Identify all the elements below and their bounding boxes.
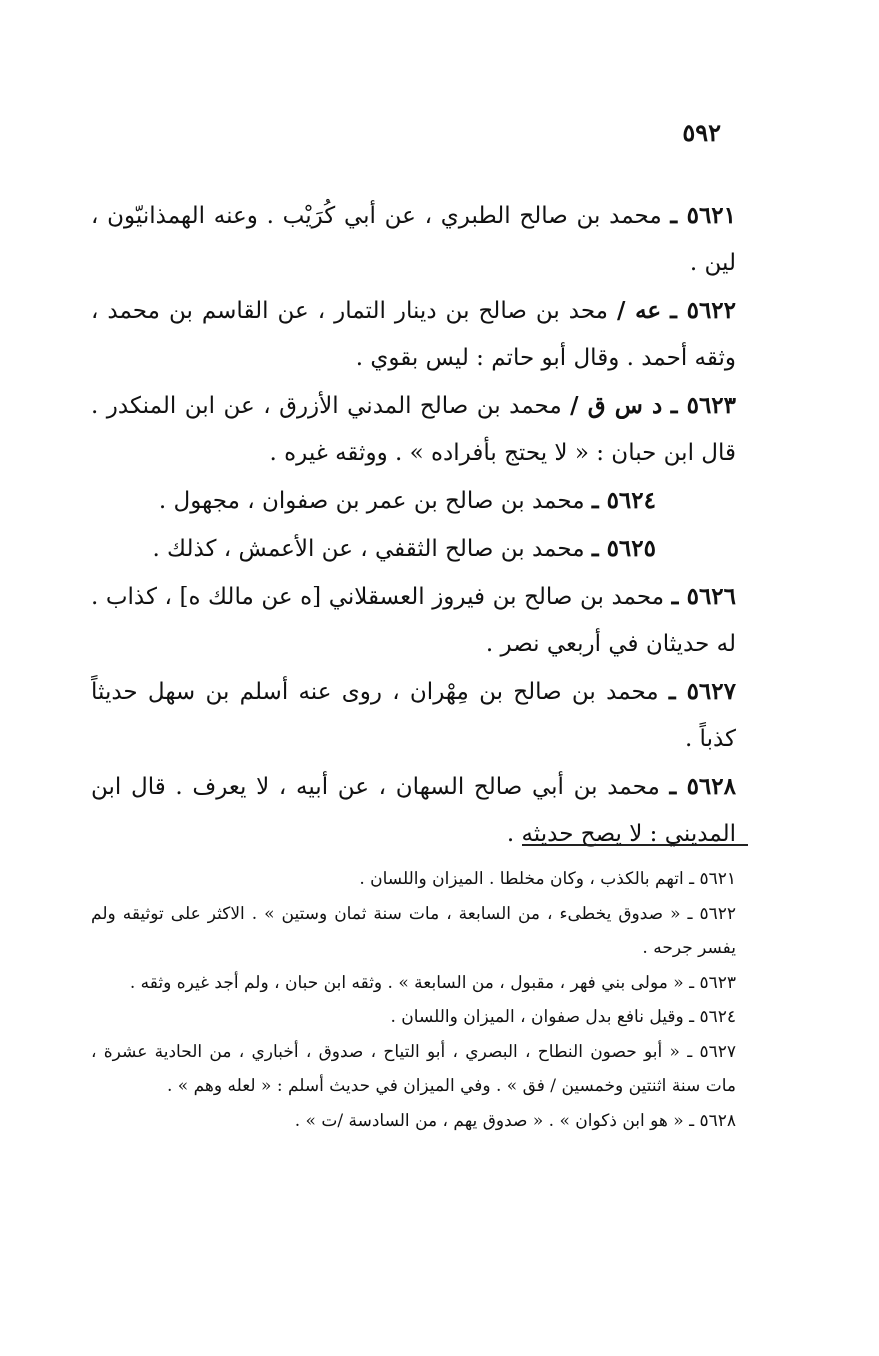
footnote: ٥٦٢٧ ـ « أبو حصون النطاح ، البصري ، أبو التياح ، صدوق ، أخباري ، من الحادية عشرة ، مات سنة اثنتين وخمسين / فق » . وفي الميزان في حديث أسلم : « لعله وهم » . bbox=[91, 1041, 736, 1096]
entry-5624 bbox=[91, 477, 736, 525]
entry-text: محمد بن صالح بن فيروز العسقلاني [ه عن مالك ه] ، كذاب . له حديثان في أربعي نصر . bbox=[91, 584, 736, 657]
page-number: ٥٩٢ bbox=[682, 118, 721, 147]
footnote: ٥٦٢٨ ـ « هو ابن ذكوان » . « صدوق يهم ، من السادسة /ت » . bbox=[294, 1110, 736, 1131]
entry-5625 bbox=[91, 525, 736, 573]
entries-list bbox=[91, 192, 736, 858]
entry-5621 bbox=[91, 192, 736, 287]
footnote-divider bbox=[522, 844, 748, 846]
entry-text: محد بن صالح بن دينار التمار ، عن القاسم بن محمد ، وثقه أحمد . وقال أبو حاتم : ليس بقوي . bbox=[91, 298, 736, 371]
entry-5623 bbox=[91, 382, 736, 477]
footnotes bbox=[91, 862, 736, 1138]
entry-5627 bbox=[91, 668, 736, 763]
entry-text: محمد بن صالح الثقفي ، عن الأعمش ، كذلك . bbox=[152, 536, 585, 562]
entry-number: ٥٦٢٢ ـ bbox=[670, 297, 737, 324]
entry-5626 bbox=[91, 573, 736, 668]
entry-number: ٥٦٢١ ـ bbox=[670, 202, 737, 229]
entry-number: ٥٦٢٧ ـ bbox=[668, 678, 736, 705]
footnote: ٥٦٢٤ ـ وقيل نافع بدل صفوان ، الميزان واللسان . bbox=[390, 1007, 736, 1027]
entry-5622 bbox=[91, 287, 736, 382]
entry-text: محمد بن أبي صالح السهان ، عن أبيه ، لا يعرف . قال ابن المديني : لا يصح حديثه . bbox=[91, 774, 736, 847]
footnote: ٥٦٢١ ـ اتهم بالكذب ، وكان مخلطا . الميزان واللسان . bbox=[359, 869, 736, 889]
entry-number: ٥٦٢٣ ـ bbox=[670, 392, 737, 419]
entry-number: ٥٦٢٦ ـ bbox=[671, 583, 737, 610]
entry-text: محمد بن صالح الطبري ، عن أبي كُرَيْب . وعنه الهمذانيّون ، لين . bbox=[91, 203, 736, 276]
entry-sigla: عه / bbox=[617, 297, 662, 324]
entry-number: ٥٦٢٥ ـ bbox=[591, 535, 656, 562]
entry-sigla: د س ق / bbox=[570, 392, 663, 419]
footnote: ٥٦٢٢ ـ « صدوق يخطىء ، من السابعة ، مات سنة ثمان وستين » . الاكثر على توثيقه ولم يفسر جرحه . bbox=[91, 903, 736, 958]
entry-number: ٥٦٢٤ ـ bbox=[591, 487, 656, 514]
entry-number: ٥٦٢٨ ـ bbox=[669, 773, 736, 800]
entry-text: محمد بن صالح المدني الأزرق ، عن ابن المنكدر . قال ابن حبان : « لا يحتج بأفراده » . ووثقه غيره . bbox=[91, 393, 736, 466]
entry-text: محمد بن صالح بن عمر بن صفوان ، مجهول . bbox=[158, 488, 585, 514]
footnote: ٥٦٢٣ ـ « مولى بني فهر ، مقبول ، من السابعة » . وثقه ابن حبان ، ولم أجد غيره وثقه . bbox=[129, 972, 736, 993]
entry-text: محمد بن صالح بن مِهْران ، روى عنه أسلم بن سهل حديثاً كذباً . bbox=[91, 679, 736, 752]
